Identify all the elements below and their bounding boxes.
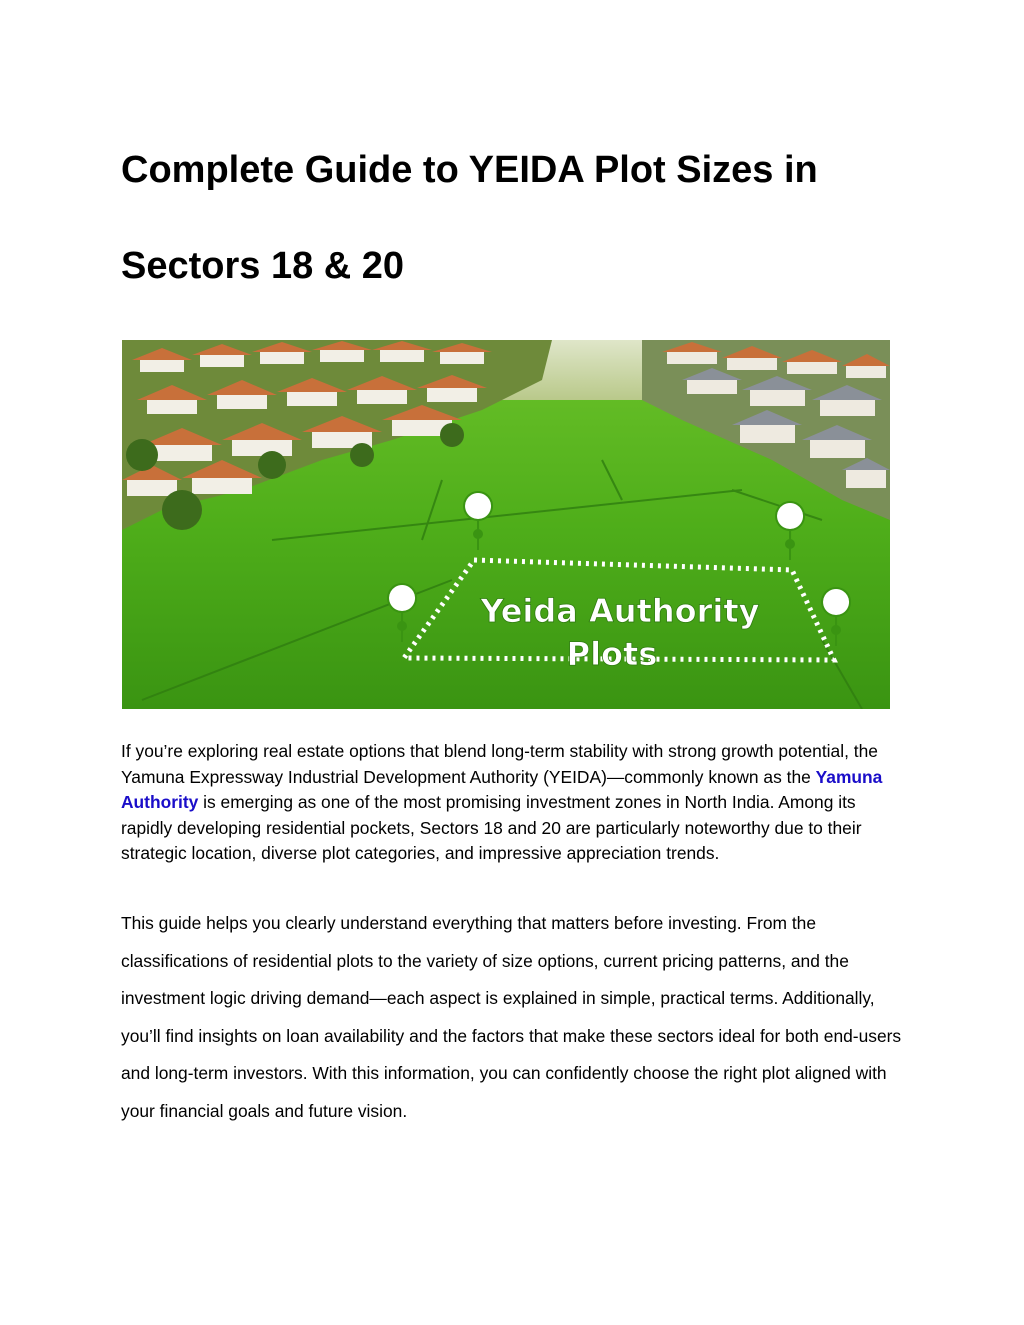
guide-paragraph: This guide helps you clearly understand everything that matters before investing. From the classifications of residential plots to the variety of size options, current pricing patterns, and the investment logic driving demand—each aspect is explained in simple, practical terms. Additionally, you’ll find insights on loan availability and the factors that make these sectors ideal for both end-users and long-term investors. With this information, you can confidently choose the right plot aligned with your financial goals and future vision. [121, 913, 902, 1121]
hero-image [122, 340, 890, 709]
intro-text-after-link: is emerging as one of the most promising investment zones in North India. Among its rapidly developing residential pockets, Sectors 18 and 20 are particularly noteworthy due to their strategic location, diverse plot categories, and impressive appreciation trends. [121, 792, 862, 864]
overlay-line-1: Yeida Authority [480, 592, 760, 630]
intro-text-before-link: If you’re exploring real estate options that blend long-term stability with strong growth potential, the Yamuna Expressway Industrial Development Authority (YEIDA)—commonly known as the [121, 741, 878, 787]
overlay-line-2: Plots [566, 635, 658, 673]
title-line-2: Sectors 18 & 20 [121, 245, 405, 287]
title-line-1: Complete Guide to YEIDA Plot Sizes in [121, 149, 818, 191]
intro-paragraph [121, 739, 911, 867]
yamuna-authority-link[interactable]: Yamuna Authority [121, 766, 883, 813]
page-title [121, 122, 921, 314]
